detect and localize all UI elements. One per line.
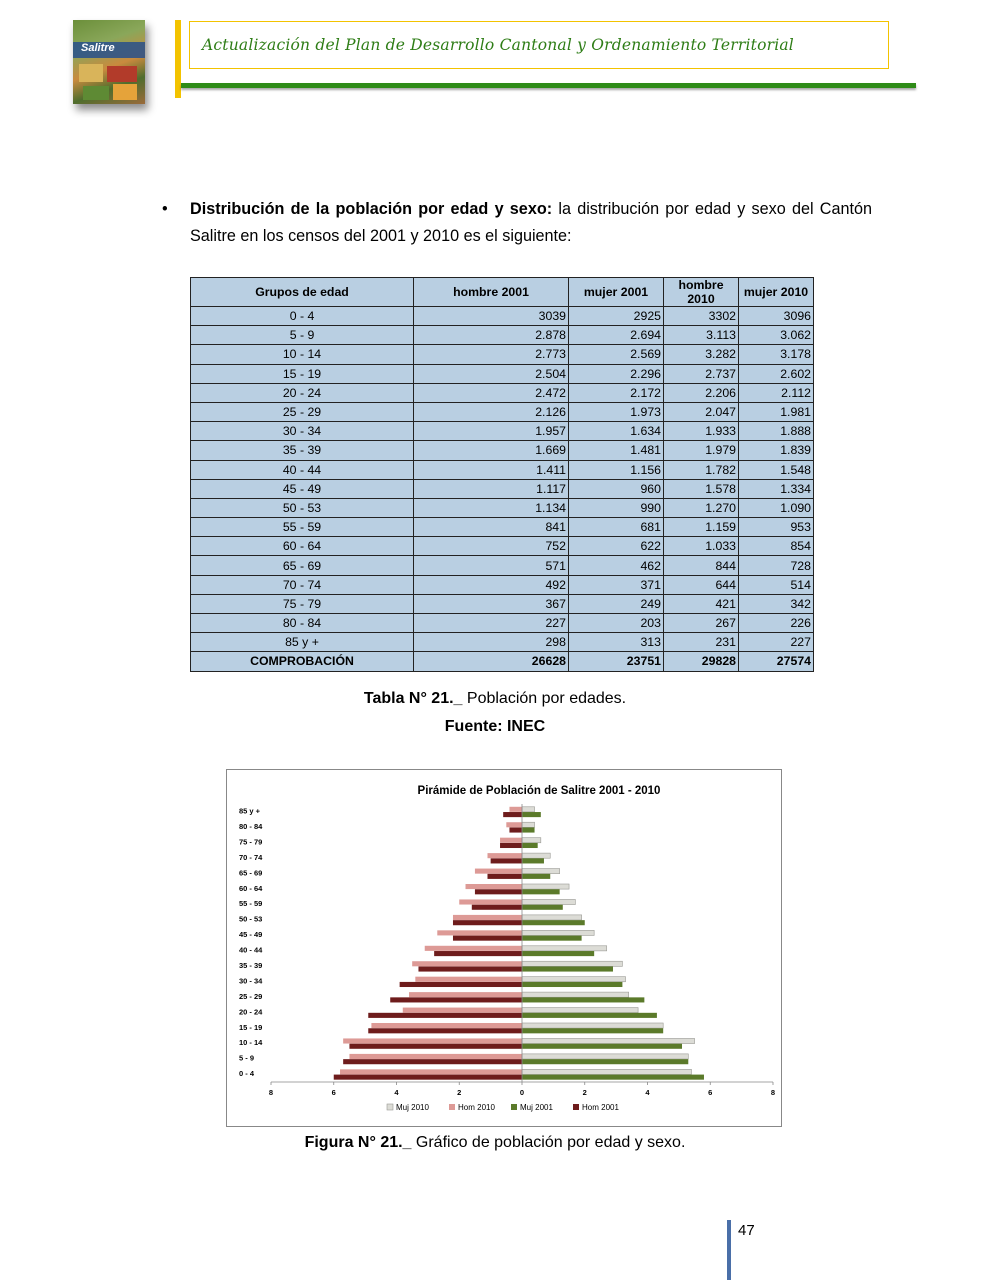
table-row (191, 402, 814, 421)
table-header: mujer 2010 (739, 278, 814, 307)
value-cell: 2.296 (569, 364, 664, 383)
value-cell: 2.737 (664, 364, 739, 383)
value-cell: 2.504 (414, 364, 569, 383)
table-row (191, 594, 814, 613)
bar-muj-2010 (522, 1023, 663, 1028)
value-cell: 3.282 (664, 345, 739, 364)
bar-muj-2010 (522, 977, 626, 982)
value-cell: 249 (569, 594, 664, 613)
value-cell: 1.134 (414, 498, 569, 517)
bar-hom-2010 (409, 992, 522, 997)
age-group-cell: 10 - 14 (191, 345, 414, 364)
value-cell: 2.172 (569, 383, 664, 402)
category-label: 85 y + (239, 806, 261, 816)
bar-muj-2001 (522, 843, 538, 848)
value-cell: 421 (664, 594, 739, 613)
bar-hom-2001 (334, 1075, 522, 1080)
table-row (191, 518, 814, 537)
bar-hom-2010 (371, 1023, 522, 1028)
value-cell: 960 (569, 479, 664, 498)
bar-muj-2001 (522, 936, 582, 941)
table-header: hombre 2010 (664, 278, 739, 307)
category-label: 50 - 53 (239, 914, 263, 924)
bar-hom-2010 (453, 915, 522, 920)
table-row (191, 575, 814, 594)
value-cell: 1.033 (664, 537, 739, 556)
value-cell: 1.334 (739, 479, 814, 498)
age-group-cell: 45 - 49 (191, 479, 414, 498)
header-title: Actualización del Plan de Desarrollo Cantonal y Ordenamiento Territorial (202, 36, 794, 54)
salitre-logo (73, 20, 145, 104)
value-cell: 681 (569, 518, 664, 537)
x-tick-label: 0 (519, 1088, 525, 1097)
value-cell: 3.178 (739, 345, 814, 364)
bar-hom-2001 (434, 951, 522, 956)
page-number: 47 (738, 1222, 755, 1239)
bar-muj-2001 (522, 966, 613, 971)
age-group-cell: 55 - 59 (191, 518, 414, 537)
bar-hom-2010 (343, 1038, 522, 1043)
table-caption (0, 690, 990, 708)
bar-hom-2010 (412, 961, 522, 966)
value-cell: 2.773 (414, 345, 569, 364)
bar-muj-2010 (522, 884, 569, 889)
value-cell: 371 (569, 575, 664, 594)
table-header: hombre 2001 (414, 278, 569, 307)
value-cell: 3039 (414, 307, 569, 326)
value-cell: 752 (414, 537, 569, 556)
value-cell: 1.933 (664, 422, 739, 441)
table-row (191, 364, 814, 383)
category-label: 15 - 19 (239, 1022, 263, 1032)
bar-hom-2001 (368, 1013, 522, 1018)
figure-caption-label: Figura N° 21._ (304, 1134, 412, 1151)
bar-muj-2001 (522, 1059, 688, 1064)
legend-swatch (511, 1104, 517, 1110)
bar-muj-2010 (522, 915, 582, 920)
x-tick-label: 4 (645, 1088, 650, 1097)
category-label: 5 - 9 (239, 1053, 255, 1063)
table-row (191, 460, 814, 479)
table-source: Fuente: INEC (444, 718, 546, 735)
value-cell: 728 (739, 556, 814, 575)
table-row (191, 537, 814, 556)
value-cell: 571 (414, 556, 569, 575)
bar-hom-2001 (503, 812, 522, 817)
header-rule (181, 83, 916, 88)
value-cell: 1.669 (414, 441, 569, 460)
bar-muj-2010 (522, 992, 629, 997)
age-group-cell: 75 - 79 (191, 594, 414, 613)
value-cell: 231 (664, 633, 739, 652)
value-cell: 3096 (739, 307, 814, 326)
bar-hom-2001 (509, 827, 522, 832)
age-group-cell: 40 - 44 (191, 460, 414, 479)
value-cell: 1.782 (664, 460, 739, 479)
legend-label: Hom 2001 (582, 1103, 619, 1112)
value-cell: 1.548 (739, 460, 814, 479)
value-cell: 367 (414, 594, 569, 613)
bar-hom-2001 (487, 874, 522, 879)
category-label: 65 - 69 (239, 868, 263, 878)
bar-muj-2010 (522, 853, 550, 858)
x-tick-label: 8 (770, 1088, 776, 1097)
intro-paragraph (162, 196, 872, 250)
bar-muj-2001 (522, 874, 550, 879)
total-value-cell: 29828 (664, 652, 739, 671)
category-label: 40 - 44 (239, 945, 263, 955)
bar-muj-2001 (522, 920, 585, 925)
value-cell: 2.569 (569, 345, 664, 364)
bar-hom-2010 (425, 946, 522, 951)
bar-muj-2001 (522, 905, 563, 910)
x-tick-label: 8 (268, 1088, 274, 1097)
bar-hom-2010 (340, 1069, 522, 1074)
category-label: 0 - 4 (239, 1069, 255, 1079)
value-cell: 267 (664, 614, 739, 633)
value-cell: 1.481 (569, 441, 664, 460)
bar-hom-2010 (475, 869, 522, 874)
bar-hom-2010 (506, 822, 522, 827)
bar-hom-2010 (509, 807, 522, 812)
intro-bold-lead: Distribución de la población por edad y sexo: (190, 200, 553, 218)
table-row (191, 441, 814, 460)
value-cell: 492 (414, 575, 569, 594)
table-row (191, 422, 814, 441)
value-cell: 226 (739, 614, 814, 633)
age-group-cell: 30 - 34 (191, 422, 414, 441)
value-cell: 203 (569, 614, 664, 633)
table-row (191, 614, 814, 633)
table-row (191, 556, 814, 575)
bar-hom-2010 (500, 838, 522, 843)
category-label: 10 - 14 (239, 1038, 263, 1048)
bar-hom-2001 (475, 889, 522, 894)
population-pyramid-chart (226, 769, 782, 1127)
value-cell: 298 (414, 633, 569, 652)
age-group-cell: 15 - 19 (191, 364, 414, 383)
logo-text: Salitre (81, 42, 115, 54)
bar-hom-2010 (437, 930, 522, 935)
value-cell: 1.090 (739, 498, 814, 517)
bar-muj-2010 (522, 899, 575, 904)
table-row (191, 326, 814, 345)
table-row (191, 383, 814, 402)
category-label: 60 - 64 (239, 883, 263, 893)
category-label: 35 - 39 (239, 961, 263, 971)
table-caption-label: Tabla N° 21._ (363, 690, 463, 707)
age-group-cell: 50 - 53 (191, 498, 414, 517)
population-table (190, 277, 814, 672)
value-cell: 2.112 (739, 383, 814, 402)
bar-muj-2010 (522, 1038, 695, 1043)
value-cell: 2.206 (664, 383, 739, 402)
bar-muj-2010 (522, 1008, 638, 1013)
value-cell: 953 (739, 518, 814, 537)
value-cell: 1.839 (739, 441, 814, 460)
table-caption-text: Población por edades. (462, 690, 627, 707)
bar-hom-2001 (500, 843, 522, 848)
table-row (191, 345, 814, 364)
category-label: 80 - 84 (239, 822, 263, 832)
age-group-cell: 60 - 64 (191, 537, 414, 556)
table-total-row (191, 652, 814, 671)
value-cell: 1.973 (569, 402, 664, 421)
bar-hom-2001 (343, 1059, 522, 1064)
bar-muj-2010 (522, 838, 541, 843)
bar-muj-2010 (522, 1054, 688, 1059)
bar-hom-2010 (459, 899, 522, 904)
bar-hom-2001 (453, 920, 522, 925)
category-label: 55 - 59 (239, 899, 263, 909)
bar-muj-2001 (522, 858, 544, 863)
x-tick-label: 6 (708, 1088, 713, 1097)
figure-caption (0, 1134, 990, 1152)
bar-muj-2010 (522, 930, 594, 935)
table-header: Grupos de edad (191, 278, 414, 307)
header-title-box (189, 21, 889, 69)
footer-rule (727, 1220, 731, 1280)
table-row (191, 479, 814, 498)
value-cell: 644 (664, 575, 739, 594)
bar-muj-2010 (522, 946, 607, 951)
total-value-cell: 26628 (414, 652, 569, 671)
age-group-cell: 5 - 9 (191, 326, 414, 345)
bar-muj-2001 (522, 1028, 663, 1033)
value-cell: 462 (569, 556, 664, 575)
value-cell: 313 (569, 633, 664, 652)
table-row (191, 633, 814, 652)
age-group-cell: 80 - 84 (191, 614, 414, 633)
value-cell: 2925 (569, 307, 664, 326)
bar-muj-2001 (522, 951, 594, 956)
value-cell: 1.156 (569, 460, 664, 479)
category-label: 25 - 29 (239, 991, 263, 1001)
value-cell: 1.634 (569, 422, 664, 441)
age-group-cell: 65 - 69 (191, 556, 414, 575)
value-cell: 2.472 (414, 383, 569, 402)
category-label: 70 - 74 (239, 852, 263, 862)
bar-muj-2001 (522, 1075, 704, 1080)
value-cell: 1.981 (739, 402, 814, 421)
bar-hom-2001 (368, 1028, 522, 1033)
age-group-cell: 20 - 24 (191, 383, 414, 402)
table-header: mujer 2001 (569, 278, 664, 307)
bar-muj-2010 (522, 822, 535, 827)
category-label: 20 - 24 (239, 1007, 263, 1017)
bar-hom-2001 (400, 982, 522, 987)
bar-muj-2001 (522, 1013, 657, 1018)
value-cell: 3.113 (664, 326, 739, 345)
category-label: 75 - 79 (239, 837, 263, 847)
bar-muj-2001 (522, 827, 535, 832)
bar-hom-2001 (349, 1044, 522, 1049)
value-cell: 1.411 (414, 460, 569, 479)
value-cell: 841 (414, 518, 569, 537)
value-cell: 1.270 (664, 498, 739, 517)
value-cell: 3.062 (739, 326, 814, 345)
total-value-cell: 27574 (739, 652, 814, 671)
legend-label: Hom 2010 (458, 1103, 495, 1112)
value-cell: 1.578 (664, 479, 739, 498)
value-cell: 844 (664, 556, 739, 575)
x-tick-label: 6 (331, 1088, 336, 1097)
value-cell: 2.878 (414, 326, 569, 345)
table-header-row (191, 278, 814, 307)
bar-hom-2010 (487, 853, 522, 858)
legend-swatch (573, 1104, 579, 1110)
value-cell: 1.159 (664, 518, 739, 537)
value-cell: 2.694 (569, 326, 664, 345)
bar-muj-2001 (522, 982, 622, 987)
bar-muj-2001 (522, 812, 541, 817)
age-group-cell: 35 - 39 (191, 441, 414, 460)
value-cell: 622 (569, 537, 664, 556)
value-cell: 1.888 (739, 422, 814, 441)
value-cell: 3302 (664, 307, 739, 326)
value-cell: 990 (569, 498, 664, 517)
bar-hom-2010 (466, 884, 522, 889)
value-cell: 2.126 (414, 402, 569, 421)
total-value-cell: 23751 (569, 652, 664, 671)
legend-swatch (449, 1104, 455, 1110)
x-tick-label: 2 (582, 1088, 587, 1097)
x-tick-label: 4 (394, 1088, 399, 1097)
figure-caption-text: Gráfico de población por edad y sexo. (411, 1134, 686, 1151)
table-row (191, 307, 814, 326)
value-cell: 227 (739, 633, 814, 652)
age-group-cell: 25 - 29 (191, 402, 414, 421)
legend-swatch (387, 1104, 393, 1110)
bar-hom-2001 (390, 997, 522, 1002)
bar-hom-2001 (472, 905, 522, 910)
value-cell: 2.602 (739, 364, 814, 383)
bar-muj-2010 (522, 869, 560, 874)
value-cell: 1.979 (664, 441, 739, 460)
total-label-cell: COMPROBACIÓN (191, 652, 414, 671)
value-cell: 1.957 (414, 422, 569, 441)
bar-hom-2010 (415, 977, 522, 982)
value-cell: 854 (739, 537, 814, 556)
intro-text: la distribución por edad y sexo del Cantón Salitre en los censos del 2001 y 2010 es el siguiente: (190, 200, 873, 245)
bar-muj-2010 (522, 961, 622, 966)
category-label: 45 - 49 (239, 930, 263, 940)
age-group-cell: 85 y + (191, 633, 414, 652)
bar-hom-2001 (491, 858, 522, 863)
category-label: 30 - 34 (239, 976, 263, 986)
value-cell: 227 (414, 614, 569, 633)
value-cell: 2.047 (664, 402, 739, 421)
chart-title: Pirámide de Población de Salitre 2001 - 2010 (417, 785, 661, 797)
bar-muj-2010 (522, 807, 535, 812)
table-row (191, 498, 814, 517)
value-cell: 342 (739, 594, 814, 613)
bar-hom-2001 (418, 966, 522, 971)
age-group-cell: 70 - 74 (191, 575, 414, 594)
x-tick-label: 2 (457, 1088, 462, 1097)
value-cell: 514 (739, 575, 814, 594)
bar-muj-2010 (522, 1069, 691, 1074)
value-cell: 1.117 (414, 479, 569, 498)
bullet: • (162, 200, 168, 218)
age-group-cell: 0 - 4 (191, 307, 414, 326)
bar-hom-2001 (453, 936, 522, 941)
legend-label: Muj 2001 (520, 1103, 553, 1112)
legend-label: Muj 2010 (396, 1103, 429, 1112)
bar-hom-2010 (403, 1008, 522, 1013)
bar-muj-2001 (522, 889, 560, 894)
chart-svg (227, 770, 783, 1128)
bar-hom-2010 (349, 1054, 522, 1059)
bar-muj-2001 (522, 997, 644, 1002)
bar-muj-2001 (522, 1044, 682, 1049)
